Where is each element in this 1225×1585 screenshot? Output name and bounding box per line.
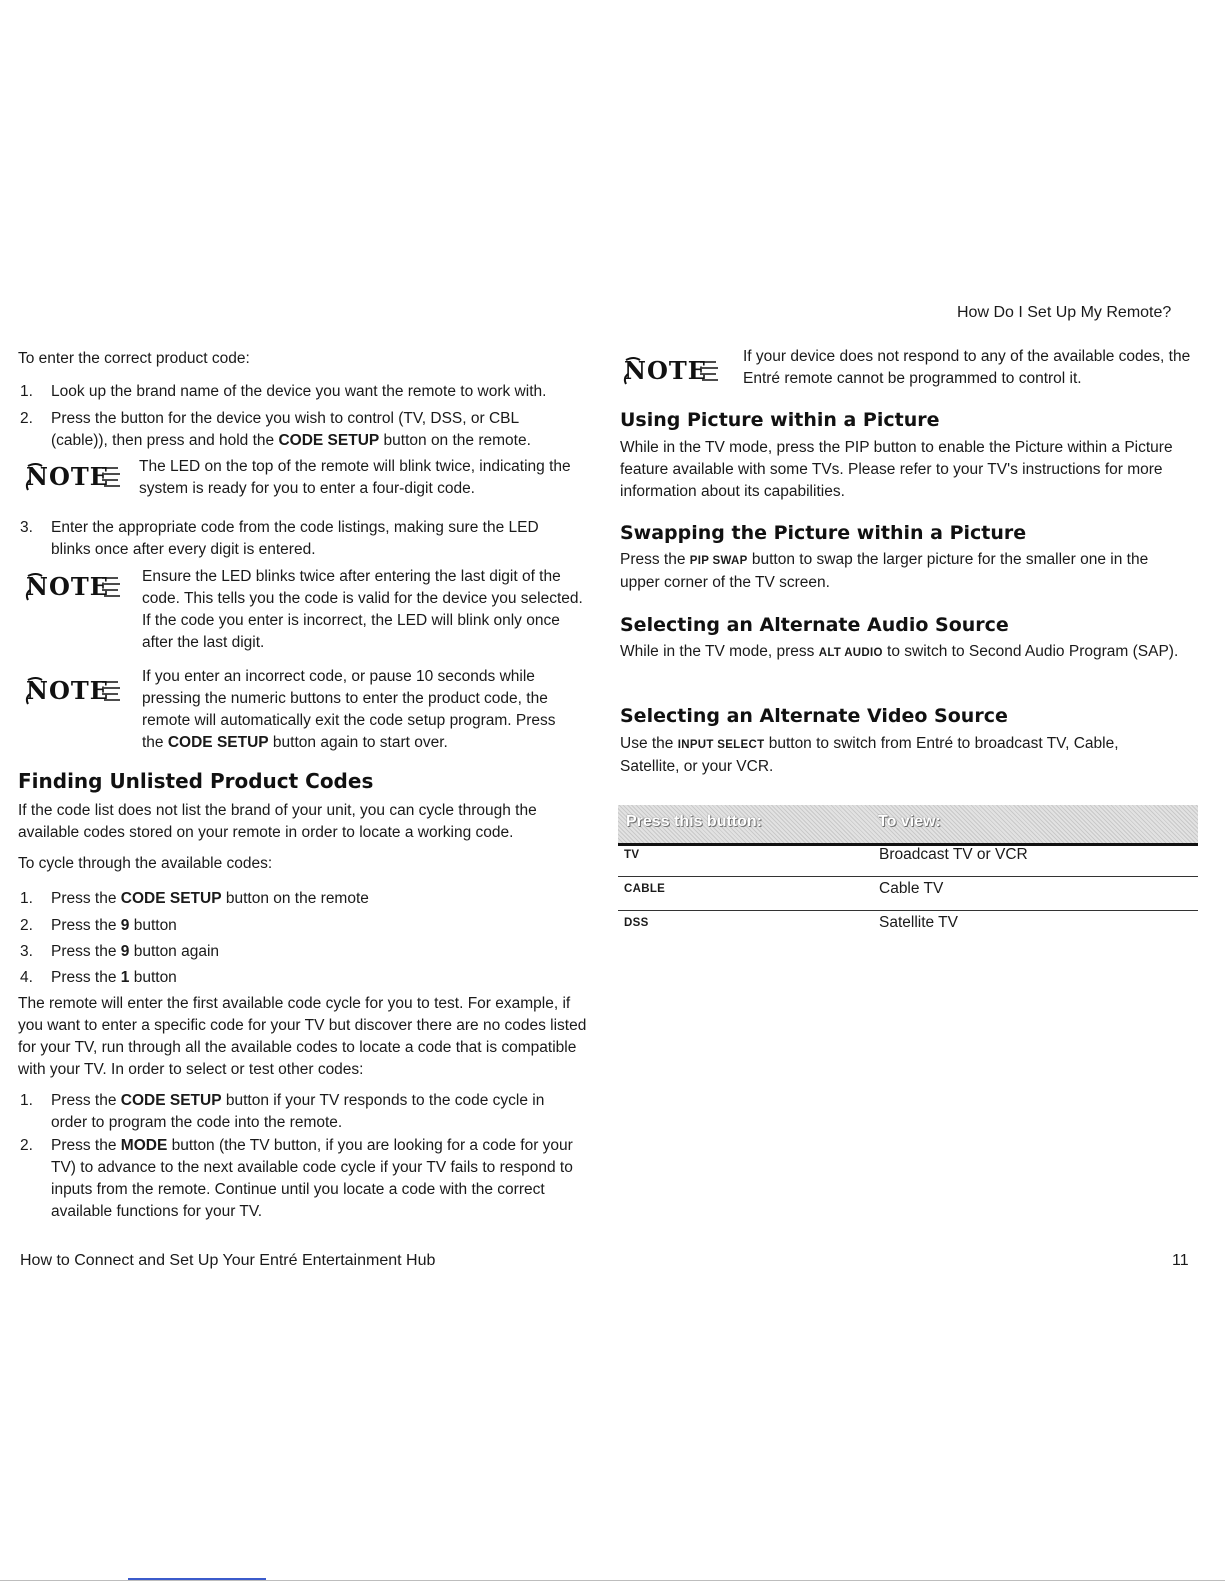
list-item: 3. Press the 9 button again [20,943,220,960]
bottom-divider [0,1580,1225,1581]
intro-text: To enter the correct product code: [18,350,250,367]
swap-paragraph: Press the PIP SWAP button to swap the larger picture for the smaller one in the upper corner of the TV screen. [620,551,1149,591]
column-header-view: To view: [878,813,941,830]
footer-title: How to Connect and Set Up Your Entré Entertainment Hub [20,1252,436,1269]
note-text: The LED on the top of the remote will blink twice, indicating the system is ready for you to enter a four-digit code. [139,458,571,497]
column-header-button: Press this button: [626,813,763,830]
remote-paragraph: The remote will enter the first available code cycle for you to test. For example, if you want to enter a specific code for your TV but discover there are no codes listed for your TV, run through all the available codes to locate a code that is compatible with your TV. In order to select or test other codes: [18,995,587,1078]
svg-text:NOTE: NOTE [26,572,109,601]
list-item: 4. Press the 1 button [20,969,177,986]
running-title: How Do I Set Up My Remote? [957,304,1172,321]
note-icon [22,460,124,492]
video-paragraph: Use the INPUT SELECT button to switch from Entré to broadcast TV, Cable, Satellite, or your VCR. [620,735,1119,775]
section-heading-audio: Selecting an Alternate Audio Source [620,614,1009,636]
list-item: 2. Press the 9 button [20,917,177,934]
section-heading-finding: Finding Unlisted Product Codes [18,769,374,793]
table-row: CABLE Cable TV [618,876,1198,911]
list-item: 1. Press the CODE SETUP button on the remote [20,890,369,907]
section-heading-pip: Using Picture within a Picture [620,409,940,431]
audio-paragraph: While in the TV mode, press ALT AUDIO to switch to Second Audio Program (SAP). [620,643,1179,660]
list-item: 3. Enter the appropriate code from the code listings, making sure the LED blinks once after every digit is entered. [20,519,539,558]
svg-text:NOTE: NOTE [26,676,109,705]
note-icon [620,354,722,386]
finding-paragraph: If the code list does not list the brand of your unit, you can cycle through the available codes stored on your remote in order to locate a working code. [18,802,537,841]
section-heading-swap: Swapping the Picture within a Picture [620,522,1027,544]
table-row: TV Broadcast TV or VCR [618,842,1198,877]
list-item: 1. Look up the brand name of the device you want the remote to work with. [20,383,547,400]
table-header [618,805,1198,846]
cycle-intro: To cycle through the available codes: [18,855,273,872]
note-icon [22,570,124,602]
list-item: 1. Press the CODE SETUP button if your TV responds to the code cycle in order to program the code into the remote. [20,1092,545,1131]
bottom-link-underline [128,1578,266,1580]
svg-text:NOTE: NOTE [26,462,109,491]
note-text: If your device does not respond to any of the available codes, the Entré remote cannot be programmed to control it. [743,348,1191,387]
note-text: If you enter an incorrect code, or pause 10 seconds while pressing the numeric buttons to enter the product code, the remote will automatically exit the code setup program. Press the CODE SETUP button again to start over. [142,668,556,751]
list-item: 2. Press the MODE button (the TV button, if you are looking for a code for your TV) to advance to the next available code cycle if your TV fails to respond to inputs from the remote. Continue until you locate a code with the correct available functions for your TV. [20,1137,573,1220]
note-icon [22,674,124,706]
note-text: Ensure the LED blinks twice after entering the last digit of the code. This tells you the code is valid for the device you selected. If the code you enter is incorrect, the LED will blink only once after the last digit. [142,568,583,651]
list-item: 2. Press the button for the device you wish to control (TV, DSS, or CBL (cable)), then press and hold the CODE SETUP button on the remote. [20,410,531,449]
svg-text:NOTE: NOTE [624,356,707,385]
pip-paragraph: While in the TV mode, press the PIP button to enable the Picture within a Picture feature available with some TVs. Please refer to your TV's instructions for more information about its capabilities. [620,439,1173,500]
section-heading-video: Selecting an Alternate Video Source [620,705,1008,727]
page-number: 11 [1172,1252,1189,1269]
table-row: DSS Satellite TV [624,914,958,931]
